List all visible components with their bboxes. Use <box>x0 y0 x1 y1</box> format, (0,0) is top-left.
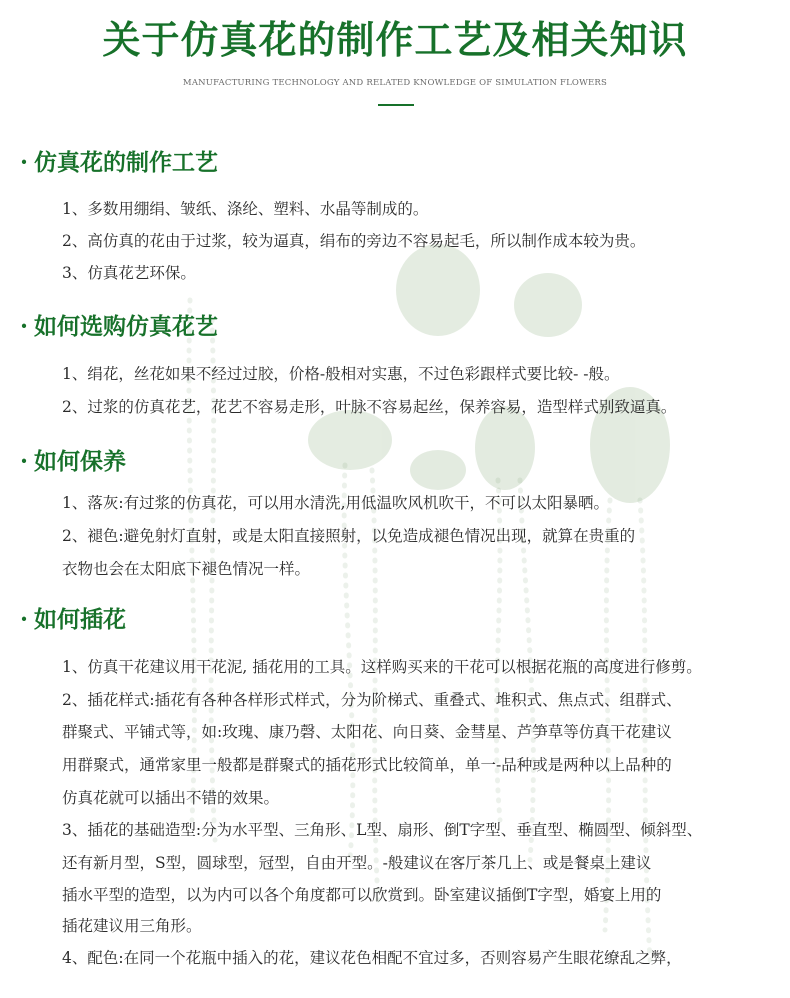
text-line: 2、褪色:避免射灯直射，或是太阳直接照射，以免造成褪色情况出现，就算在贵重的 <box>62 527 636 545</box>
text-line: 2、插花样式:插花有各种各样形式样式，分为阶梯式、重叠式、堆积式、焦点式、组群式、 <box>62 691 682 709</box>
text-line: 群聚式、平铺式等，如:玫瑰、康乃磬、太阳花、向日葵、金彗星、芦笋草等仿真干花建议 <box>62 723 672 741</box>
text-line: 还有新月型，S型，圆球型，冠型，自由开型。-般建议在客厅茶几上、或是餐桌上建议 <box>62 854 652 872</box>
text-line: 插水平型的造型，以为内可以各个角度都可以欣赏到。卧室建议插倒T字型，婚宴上用的 <box>62 886 662 904</box>
text-line: 衣物也会在太阳底下褪色情况一样。 <box>62 560 311 578</box>
section-heading-arranging: · 如何插花 <box>20 606 127 633</box>
page-subtitle: MANUFACTURING TECHNOLOGY AND RELATED KNOWLEDGE OF SIMULATION FLOWERS <box>182 78 608 88</box>
text-line: 1、仿真干花建议用干花泥, 插花用的工具。这样购买来的干花可以根据花瓶的高度进行修剪。 <box>62 658 702 676</box>
section-heading-craft: · 仿真花的制作工艺 <box>20 149 219 176</box>
text-line: 3、仿真花艺环保。 <box>62 264 196 282</box>
text-line: 2、过浆的仿真花艺，花艺不容易走形，叶脉不容易起丝，保养容易，造型样式别致逼真。 <box>62 398 677 416</box>
bullet-dot: · <box>20 448 29 475</box>
text-line: 1、绢花，丝花如果不经过过胶，价格-般相对实惠，不过色彩跟样式要比较- -般。 <box>62 365 620 383</box>
page-title: 关于仿真花的制作工艺及相关知识 <box>102 17 688 62</box>
text-line: 插花建议用三角形。 <box>62 917 202 935</box>
text-line: 1、多数用绷绢、皱纸、涤纶、塑料、水晶等制成的。 <box>62 200 429 218</box>
text-line: 1、落灰:有过浆的仿真花，可以用水清洗,用低温吹风机吹干，不可以太阳暴晒。 <box>62 494 610 512</box>
text-line: 仿真花就可以插出不错的效果。 <box>62 789 280 807</box>
bullet-dot: · <box>20 149 29 176</box>
text-line: 3、插花的基础造型:分为水平型、三角形、L型、扇形、倒T字型、垂直型、椭圆型、倾斜型、 <box>62 821 703 839</box>
bullet-dot: · <box>20 313 29 340</box>
text-line: 用群聚式，通常家里一般都是群聚式的插花形式比较简单，单一-品种或是两种以上品种的 <box>62 756 672 774</box>
text-line: 4、配色:在同一个花瓶中插入的花，建议花色相配不宜过多，否则容易产生眼花缭乱之弊， <box>62 949 682 967</box>
bullet-dot: · <box>20 606 29 633</box>
section-heading-maintenance: · 如何保养 <box>20 448 127 475</box>
text-line: 2、高仿真的花由于过浆，较为逼真，绢布的旁边不容易起毛，所以制作成本较为贵。 <box>62 232 646 250</box>
section-heading-buying: · 如何选购仿真花艺 <box>20 313 219 340</box>
title-divider <box>378 104 414 106</box>
